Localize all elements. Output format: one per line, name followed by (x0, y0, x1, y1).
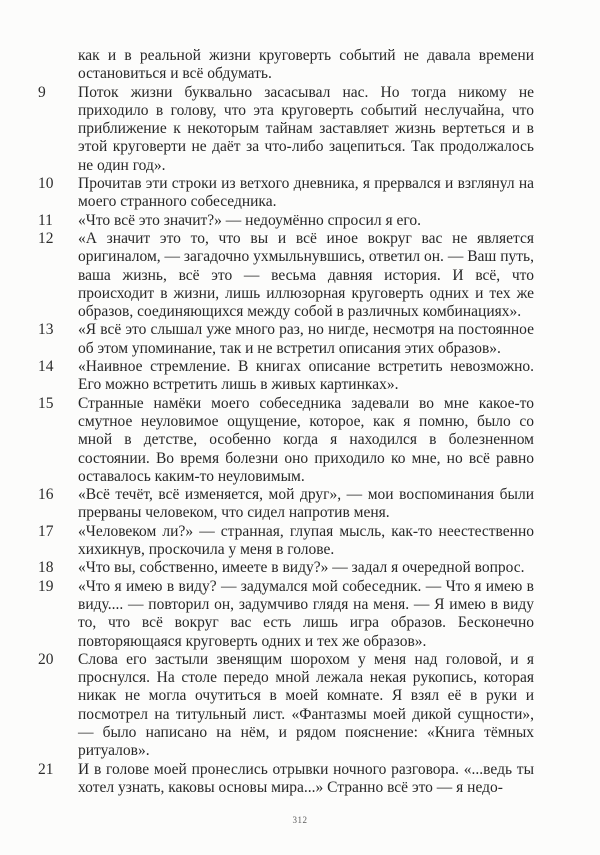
paragraph (38, 211, 534, 230)
paragraph-number: 18 (38, 559, 54, 577)
paragraph-number: 17 (38, 522, 54, 540)
paragraph (38, 577, 534, 651)
paragraph (38, 321, 534, 358)
paragraph-number: 10 (38, 175, 54, 193)
paragraph-text: «Что я имею в виду? — задумался мой собеседник. — Что я имею в виду.... — повторил он, задумчиво глядя на меня. — Я имею в виду то, что всё вокруг вас есть лишь игра образов. Бесконечно повторяющаяся круговерть одних и тех же образов». (78, 577, 534, 650)
paragraph-number: 15 (38, 394, 54, 412)
paragraph-text: «Наивное стремление. В книгах описание встретить невозможно. Его можно встретить лишь в живых картинках». (78, 358, 534, 394)
paragraph-number: 19 (38, 577, 54, 595)
paragraph (78, 47, 534, 84)
paragraph-text: И в голове моей пронеслись отрывки ночного разговора. «...ведь ты хотел узнать, каковы основы мира...» Странно всё это — я недо- (78, 760, 534, 796)
paragraph-text: «Я всё это слышал уже много раз, но нигде, несмотря на постоянное об этом упоминание, так и не встретил описания этих образов». (78, 321, 534, 357)
paragraph-text: как и в реальной жизни круговерть событий не давала времени остановиться и всё обдумать. (78, 47, 534, 83)
paragraph (38, 650, 534, 761)
paragraph-number: 16 (38, 486, 54, 504)
paragraph-text: Поток жизни буквально засасывал нас. Но тогда никому не приходило в голову, что эта круговерть событий неслучайна, что приближение к некоторым тайнам заставляет жизнь вертеться и в этой круговерти не даёт за что-либо зацепиться. Так продолжалось не один год». (78, 83, 534, 174)
paragraph-text: «Человеком ли?» — странная, глупая мысль, как-то неестественно хихикнув, проскочила у меня в голове. (78, 522, 534, 559)
paragraph (38, 175, 534, 212)
paragraph-number: 20 (38, 650, 54, 668)
paragraph-number: 14 (38, 358, 54, 376)
paragraph-text: Странные намёки моего собеседника задевали во мне какое-то смутное неуловимое ощущение, которое, как я помню, было со мной в детстве, особенно когда я находился в болезненном состоянии. Во время болезни оно приходило ко мне, но всё равно оставалось каким-то неуловимым. (78, 394, 534, 485)
paragraph-text: «Что всё это значит?» — недоумённо спросил я его. (78, 211, 421, 229)
paragraph (38, 394, 534, 486)
paragraph (38, 229, 534, 321)
paragraph-text: Слова его застыли звенящим шорохом у меня над головой, и я проснулся. На столе передо мной лежала некая рукопись, которая никак не могла очутиться в моей комнате. Я взял её в руки и посмотрел на титульный лист. «Фантазмы моей дикой сущности», — было написано на нём, и рядом пояснение: «Книга тёмных ритуалов». (78, 650, 534, 760)
paragraph (38, 559, 534, 577)
paragraph-number: 21 (38, 760, 54, 778)
paragraph-number: 9 (38, 83, 46, 101)
paragraph-number: 11 (38, 211, 53, 229)
paragraph-text: «А значит это то, что вы и всё иное вокруг вас не является оригиналом, — загадочно ухмыльнувшись, ответил он. — Ваш путь, ваша жизнь, всё это — весьма давняя история. И всё, что происходит в жизни, лишь иллюзорная круговерть одних и тех же образов, соединяющихся между собой в различных комбинациях». (78, 229, 534, 321)
paragraph-text: Прочитав эти строки из ветхого дневника, я прервался и взглянул на моего странного собеседника. (78, 175, 534, 211)
paragraph (38, 522, 534, 560)
text-block (38, 47, 534, 797)
paragraph (38, 83, 534, 175)
paragraph-number: 13 (38, 321, 54, 339)
paragraph (38, 486, 534, 523)
paragraph-number: 12 (38, 229, 54, 247)
page-number: 312 (292, 815, 308, 825)
paragraph (38, 760, 534, 798)
paragraph (38, 358, 534, 395)
paragraph-text: «Что вы, собственно, имеете в виду?» — задал я очередной вопрос. (78, 559, 525, 577)
paragraph-text: «Всё течёт, всё изменяется, мой друг», — мои воспоминания были прерваны человеком, что сидел напротив меня. (78, 486, 534, 522)
